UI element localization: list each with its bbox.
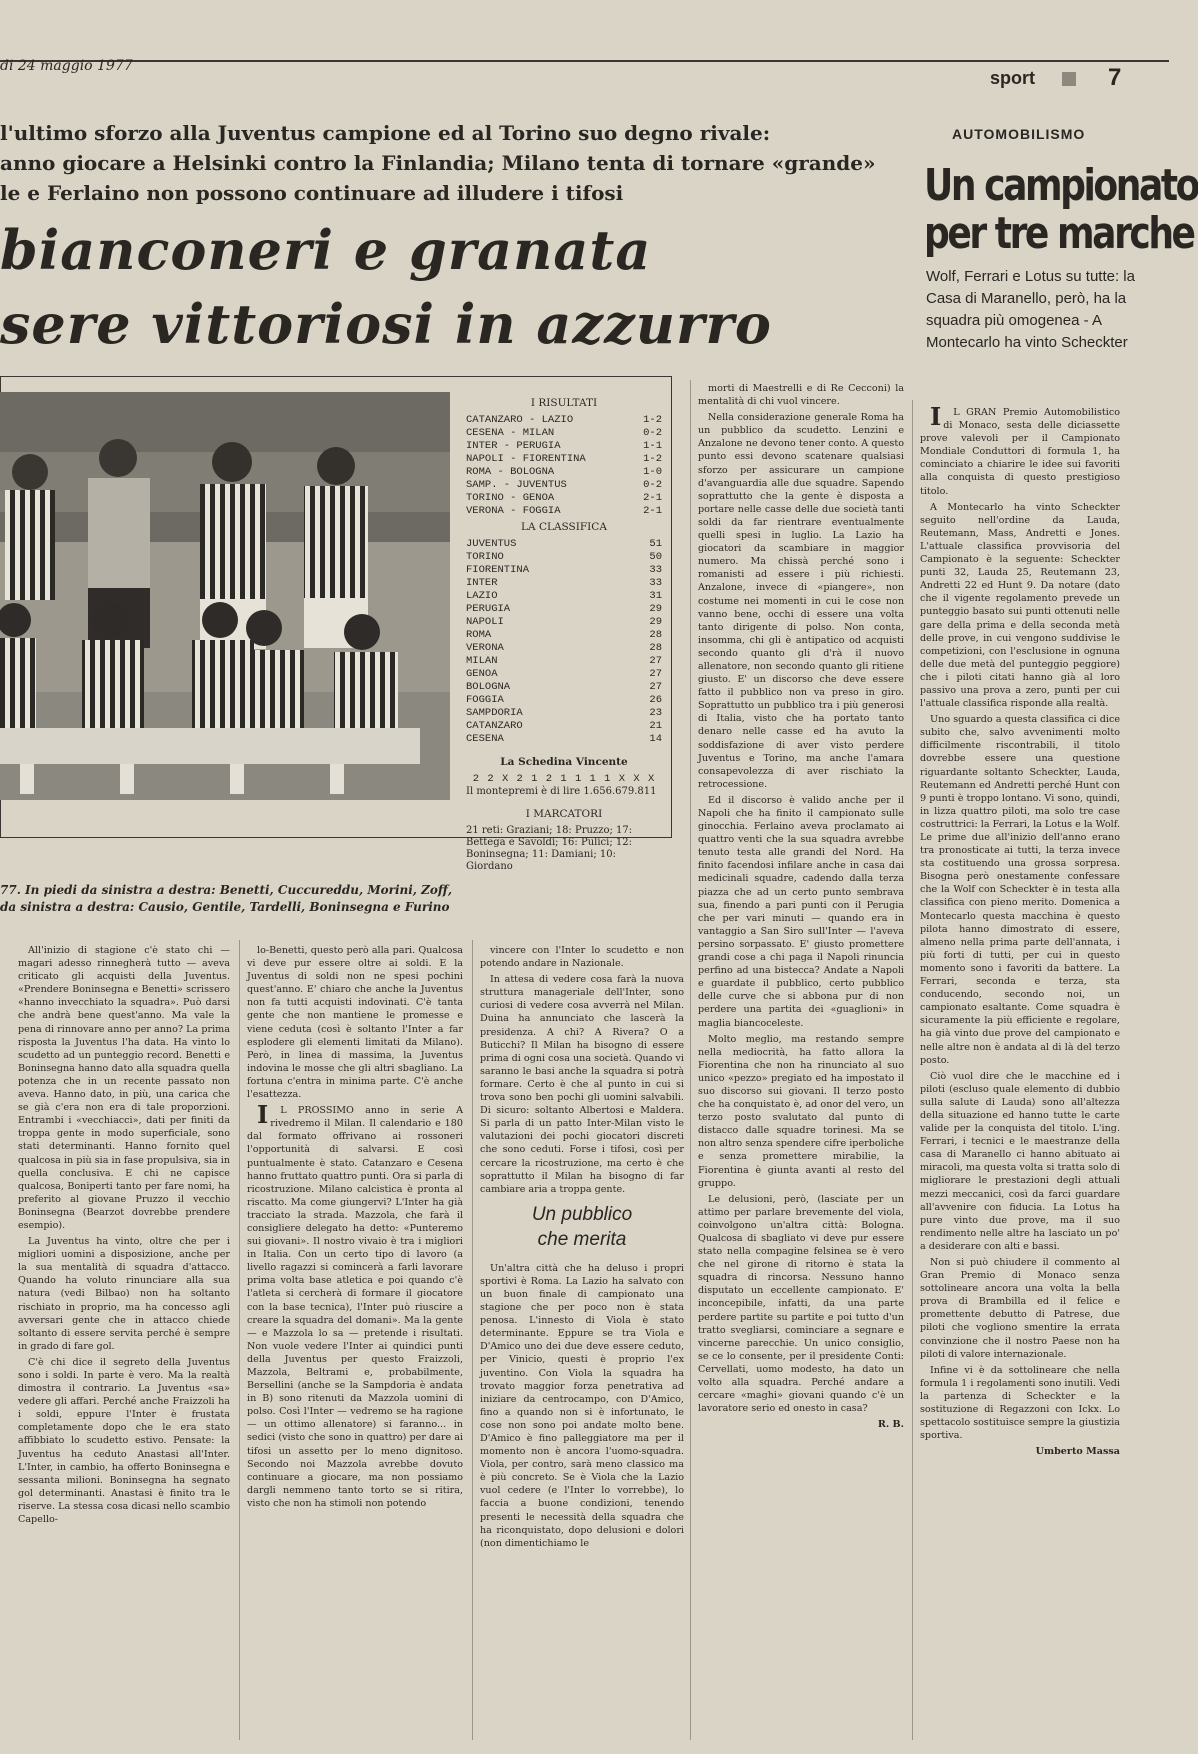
team-photo [0, 392, 450, 800]
paragraph: Molto meglio, ma restando sempre nella mediocrità, ha fatto allora la Fiorentina che non ha rinunciato al suo unico «pezzo» pregiato ed ha impostato il suo discorso sui giovani. Il terzo posto che ha conquistato è, ad onor del vero, un terzo posto svalutato dal punto di distacco dalle squadre torinesi. Ma se non altro senza spendere cifre iperboliche e senza promettere mirabilie, la Fiorentina è giunta avanti al resto del gruppo. [698, 1033, 904, 1189]
paragraph: vincere con l'Inter lo scudetto e non potendo andare in Nazionale. [480, 945, 684, 970]
results-title: I RISULTATI [530, 397, 598, 409]
row-value: 21 [649, 720, 662, 732]
auto-headline-line-1: Un campionato [924, 160, 1198, 211]
kicker-line-3: le e Ferlaino non possono continuare ad illudere i tifosi [0, 181, 624, 205]
row-value: 14 [649, 733, 662, 745]
paragraph: Non si può chiudere il commento al Gran Premio di Monaco senza sottolineare ancora una volta la bella prova di Brambilla ed il felice e promettente debutto di Patrese, due piloti che vogliono smentire la errata convinzione che il nostro Paese non ha piloti di valore internazionale. [920, 1257, 1120, 1360]
page-number: 7 [1108, 64, 1122, 91]
paragraph: Ed il discorso è valido anche per il Napoli che ha finito il campionato sulle ginocchia. Ferlaino aveva proclamato ai quattro venti che la sua squadra avrebbe tenuto testa alle grandi del Nord. Ha finito facendosi infilare anche in casa dai medicinali squadre, cadendo dalla terza piazza che ad un certo punto sembrava sua, finendo a pari punti con il Perugia che per vari minuti — quando era in vantaggio a San Siro sull'Inter — l'aveva persino sorpassato. E' giusto promettere grandi cose a chi paga il Napoli rinuncia perfino ad una bistecca? Andate a Napoli e guardate il pubblico, certo pubblico delle curve che si abbona pur di non perdere una partita dei «guaglioni» in maglia biancoceleste. [698, 794, 904, 1029]
row-value: 27 [649, 655, 662, 667]
row-label: SAMP. - JUVENTUS [466, 479, 567, 491]
column-divider [472, 940, 473, 1740]
row-value: 33 [649, 577, 662, 589]
paragraph: Uno sguardo a questa classifica ci dice subito che, salvo avvenimenti molto difficilmente riscontrabili, il titolo dovrebbe essere una questione riguardante soltanto Scheckter, Lauda, Reutemann ed Andretti perché Hunt con 9 punti è troppo lontano. Vi sono, quindi, in lizza quattro piloti, ma solo tre case costruttrici: la Ferrari, la Lotus e la Wolf. Le prime due all'inizio dell'anno erano tra pronosticate ai tutti, la terza invece sta costituendo una grossa sorpresa. Bisogna però onestamente confessare che la Wolf con Scheckter è in testa alla classifica con pieno merito. Domenica a Montecarlo questa macchina è questo pilota hanno dimostrato di essere, almeno nella prima parte dell'annata, i più forti di tutti, per cui in questo momento sono i favoriti da battere. La Ferrari, seconda e terza, sta conducendo, secondo noi, un campionato esaltante. Come squadra è sicuramente la più efficiente e regolare, ha già vinto due prove del campionato e nelle altre non è andata al di là del terzo posto. [920, 714, 1120, 1066]
row-value: 2-1 [643, 505, 662, 517]
table-row [466, 629, 662, 642]
table-row [466, 707, 662, 720]
scorers-title: I MARCATORI [525, 808, 603, 820]
table-row [466, 603, 662, 616]
masthead-rule [0, 60, 1169, 62]
auto-signature: Umberto Massa [1035, 1446, 1120, 1458]
row-label: NAPOLI [466, 616, 504, 628]
table-row [466, 440, 662, 453]
table-row [466, 414, 662, 427]
section-subhead [480, 1202, 684, 1252]
column-divider [912, 400, 913, 1740]
row-label: TORINO [466, 551, 504, 563]
row-value: 27 [649, 668, 662, 680]
row-value: 23 [649, 707, 662, 719]
table-row [466, 466, 662, 479]
article-column-2 [247, 944, 463, 1740]
kicker-line-1: l'ultimo sforzo alla Juventus campione ed al Torino suo degno rivale: [0, 121, 771, 145]
row-value: 2-1 [643, 492, 662, 504]
row-label: CATANZARO [466, 720, 523, 732]
row-value: 28 [649, 629, 662, 641]
article-column-4 [698, 382, 904, 1740]
row-value: 26 [649, 694, 662, 706]
row-label: MILAN [466, 655, 498, 667]
paragraph: Ciò vuol dire che le macchine ed i piloti (escluso quale elemento di dubbio sulla salute di Lauda) sono all'altezza della situazione ed hanno tutte le carte valide per la conquista del titolo. L'ing. Ferrari, i tecnici e le maestranze della casa di Maranello ci hanno abituato ai miracoli, ma questa volta si tratta solo di migliorare le prestazioni degli attuali mezzi meccanici, così da farci guardare all'avvenire con fiducia. La Lotus ha pure vinto due prove, ma il suo rendimento nelle altre ha lasciato un po' a desiderare con alti e bassi. [920, 1070, 1120, 1252]
auto-column [920, 402, 1120, 1740]
subhead-line-1: Un pubblico [531, 1203, 633, 1225]
table-row [466, 668, 662, 681]
table-row [466, 642, 662, 655]
row-value: 50 [649, 551, 662, 563]
table-row [466, 733, 662, 746]
column-divider [690, 380, 691, 1740]
section-square-icon [1062, 72, 1076, 86]
paragraph: In attesa di vedere cosa farà la nuova struttura manageriale dell'Inter, sono curiosi di vedere cosa avverrà nel Milan. Duina ha annunciato che lascerà la presidenza. A chi? A Rivera? O a Buticchi? Il Milan ha bisogno di essere prima di ogni cosa una società. Quando vi saranno le basi anche la squadra si potrà formare. Certo è che al punto in cui si trova sono ben pochi gli uomini salvabili. Di sicuro: soltanto Albertosi e Maldera. Si parla di un patto Inter-Milan visto le valutazioni dei pochi giocatori discreti che sono ceduti. Forse i tifosi, così per cercare la ricostruzione, ma certo è che soprattutto il Milan ha bisogno di far cambiare aria a troppa gente. [480, 974, 684, 1195]
row-label: FOGGIA [466, 694, 504, 706]
row-label: NAPOLI - FIORENTINA [466, 453, 586, 465]
table-row [466, 590, 662, 603]
row-value: 1-2 [643, 414, 662, 426]
team-photo-image [0, 392, 450, 800]
row-label: INTER [466, 577, 498, 589]
table-row [466, 479, 662, 492]
table-row [466, 505, 662, 518]
row-label: PERUGIA [466, 603, 511, 615]
results-panel [466, 394, 662, 873]
scorers-text: 21 reti: Graziani; 18: Pruzzo; 17: Bettega e Savoldi; 16: Pulici; 12: Boninsegna; 11: Damiani; 10: Giordano [466, 825, 633, 872]
photo-caption-line-2: da sinistra a destra: Causio, Gentile, Tardelli, Boninsegna e Furino [0, 900, 450, 914]
row-value: 29 [649, 603, 662, 615]
row-label: FIORENTINA [466, 564, 530, 576]
paragraph: lo-Benetti, questo però alla pari. Qualcosa vi deve pur essere oltre ai soldi. E la Juventus di soldi non ne spesi pochini quest'anno. E' chiaro che anche la Juventus non fa tutti acquisti indovinati. C'è tanta gente che non mantiene le promesse e viene ceduta (così è soltanto l'Inter a far esplodere gli elementi limitati da Milano). Però, in linea di massima, la Juventus indovina le mosse che gli altri sbagliano. La fortuna c'entra in minima parte. C'è anche l'esattezza. [247, 945, 463, 1101]
row-label: GENOA [466, 668, 498, 680]
row-value: 31 [649, 590, 662, 602]
schedina-note: Il montepremi è di lire 1.656.679.811 [466, 786, 657, 797]
schedina-code: 2 2 X 2 1 2 1 1 1 1 X X X [472, 773, 656, 785]
auto-subhead: Wolf, Ferrari e Lotus su tutte: la Casa di Maranello, però, ha la squadra più omogenea - A Montecarlo ha vinto Scheckter [926, 268, 1135, 351]
table-row [466, 720, 662, 733]
section-name: sport [990, 68, 1035, 88]
row-label: JUVENTUS [466, 538, 517, 550]
row-label: CESENA - MILAN [466, 427, 555, 439]
table-row [466, 538, 662, 551]
article-signature: R. B. [877, 1419, 904, 1431]
table-row [466, 655, 662, 668]
row-label: BOLOGNA [466, 681, 511, 693]
headline-line-1: bianconeri e granata [0, 218, 652, 282]
table-row [466, 616, 662, 629]
table-row [466, 694, 662, 707]
auto-headline-line-2: per tre marche [924, 208, 1194, 259]
row-value: 0-2 [643, 479, 662, 491]
row-value: 0-2 [643, 427, 662, 439]
dateline: di 24 maggio 1977 [0, 58, 133, 74]
table-row [466, 681, 662, 694]
photo-caption-line-1: 77. In piedi da sinistra a destra: Benetti, Cuccureddu, Morini, Zoff, [0, 883, 453, 897]
paragraph: A Montecarlo ha vinto Scheckter seguito nell'ordine da Lauda, Reutemann, Mass, Andretti e Jones. L'attuale classifica provvisoria del Campionato è la seguente: Scheckter punti 32, Lauda 25, Reutemann 23, Andretti 22 ed Hunt 9. Da notare (dato che il vigente regolamento prevede un punteggio basato sui punti ottenuti nelle gare della prima e della seconda metà delle prove, in cui vengono suddivise le competizioni, con l'esclusione in ognuna delle due metà del punteggio peggiore) che i piloti citati hanno già al loro passivo una prova a zero, punti per cui l'attuale classifica risponde alla realtà. [920, 501, 1120, 710]
row-label: VERONA [466, 642, 504, 654]
paragraph: morti di Maestrelli e di Re Cecconi) la mentalità di chi vuol vincere. [698, 383, 904, 408]
row-value: 51 [649, 538, 662, 550]
column-divider [239, 940, 240, 1740]
row-value: 29 [649, 616, 662, 628]
row-label: CESENA [466, 733, 504, 745]
auto-section-label: AUTOMOBILISMO [952, 126, 1086, 142]
paragraph-dropcap: IL GRAN Premio Automobilistico di Monaco, sesta delle diciassette prove valevoli per il Campionato Mondiale Conduttori di formula 1, ha cominciato a chiarire le idee sui favoriti alla conquista di questo prestigioso titolo. [920, 402, 1120, 497]
photo-caption [0, 882, 670, 916]
row-label: INTER - PERUGIA [466, 440, 561, 452]
table-row [466, 564, 662, 577]
row-label: ROMA [466, 629, 492, 641]
table-row [466, 427, 662, 440]
row-label: SAMPDORIA [466, 707, 523, 719]
row-label: TORINO - GENOA [466, 492, 555, 504]
table-row [466, 551, 662, 564]
row-value: 1-1 [643, 440, 662, 452]
standings-list [466, 538, 662, 746]
row-label: ROMA - BOLOGNA [466, 466, 555, 478]
table-row [466, 453, 662, 466]
paragraph: C'è chi dice il segreto della Juventus sono i soldi. In parte è vero. Ma la realtà dimostra il contrario. La Juventus «sa» vedere gli affari. Perché anche Fraizzoli ha i soldi, eppure l'Inter è frustata completamente dopo che le era stato affibbiato lo scudetto estivo. Pensate: la Juventus ha ceduto Anastasi all'Inter. L'Inter, in cambio, ha offerto Boninsegna e sessanta milioni. Boninsegna ha segnato gol determinanti. Anastasi è finito tra le riserve. La stessa cosa dicasi nello scambio Capello- [18, 1356, 230, 1526]
row-value: 27 [649, 681, 662, 693]
headline-line-2: sere vittoriosi in azzurro [0, 292, 772, 356]
row-value: 33 [649, 564, 662, 576]
article-column-3 [480, 944, 684, 1740]
kicker-line-2: anno giocare a Helsinki contro la Finlandia; Milano tenta di tornare «grande» [0, 151, 876, 175]
paragraph: Infine vi è da sottolineare che nella formula 1 i regolamenti sono inutili. Vedi la partenza di Scheckter e la sostituzione di Regazzoni con Ickx. Lo spettacolo sostituisce sempre la giustizia sportiva. [920, 1364, 1120, 1442]
row-label: CATANZARO - LAZIO [466, 414, 574, 426]
row-value: 28 [649, 642, 662, 654]
results-list [466, 414, 662, 518]
row-label: VERONA - FOGGIA [466, 505, 561, 517]
row-label: LAZIO [466, 590, 498, 602]
table-row [466, 492, 662, 505]
paragraph: Nella considerazione generale Roma ha un pubblico da scudetto. Lenzini e Anzalone ne devono tener conto. A questo punto essi devono scatenare qualsiasi sforzo per assicurare un campione d'avanguardia alle due squadre. Sapendo soprattutto che la gente è disposta a portare nelle casse delle due società tanti soldi da far rientrare eventualmente quelli spesi in luglio. La Lazio ha giocatori da scambiare in maggior numero. Ma chissà perché sono i romanisti ad essere i più richiesti. Anzalone, invece di «piangere», non costume nei momenti in cui le cose non vanno bene, occhi di essere una volta tanto dirigente di polso. Non conta, insomma, chi gli è antipatico od acquisti secondo quanto gli d'rà il nuovo allenatore, non secondo quanto gli ritiene giusto. E' un discorso che deve essere fatto il pubblico non va preso in giro. Soprattutto un pubblico tra i più generosi di Italia, visto che ha portato tanto denaro nelle casse ed ha avuto la soddisfazione di aver visto perdere Juventus e Torino, ma anche l'amara consapevolezza di aver rischiato la retrocessione. [698, 412, 904, 790]
row-value: 1-0 [643, 466, 662, 478]
paragraph: All'inizio di stagione c'è stato chi — magari adesso rinnegherà tutto — aveva criticato gli acquisti della Juventus. «Prendere Boninsegna e Benetti» scrissero «hanno invecchiato la squadra». Può darsi che andrà bene quest'anno. Ma vale la pena di rinnovare anno per anno? La prima risposta la Juventus l'ha data. Ha vinto lo scudetto ad un punteggio record. Benetti e Boninsegna hanno dato alla squadra quella potenza che in un recente passato non aveva. Hanno dato, in più, una carica che se già c'era non era di tale proporzioni. Entrambi i «vecchiacci», dati per finiti da troppa gente in modo superficiale, sono stati determinanti. Hanno fornito quel qualcosa in più sia in fase propulsiva, sia in quella conclusiva. E chi ne capisce qualcosa, Boniperti tanto per fare nomi, ha preferito al giovane Pruzzo il vecchio Boninsegna (Bearzot dovrebbe prendere esempio). [18, 945, 230, 1231]
row-value: 1-2 [643, 453, 662, 465]
subhead-line-2: che merita [537, 1228, 627, 1250]
table-row [466, 577, 662, 590]
schedina-title: La Schedina Vincente [500, 756, 628, 768]
article-column-1 [18, 944, 230, 1740]
standings-title: LA CLASSIFICA [521, 521, 607, 533]
paragraph: Un'altra città che ha deluso i propri sportivi è Roma. La Lazio ha salvato con un buon finale di campionato una stagione che per poco non è stata penosa. L'innesto di Viola è stato determinante. Eppure se tra Viola e D'Amico uno dei due deve essere ceduto, per Vinicio, questi è proprio l'ex juventino. Con Viola la squadra ha trovato maggior forza penetrativa ad iniziare da centrocampo, con D'Amico, fino a quando non si è infortunato, le cose non sono poi andate molto bene. D'Amico è fino palleggiatore ma per il momento non è ancora l'uomo-squadra. Viola, per contro, sarà meno classico ma è più concreto. Se è Viola che la Lazio vuol cedere (e l'Inter lo vorrebbe), lo faccia a buone condizioni, tenendo presenti le necessità della squadra che ha riconquistato, dopo delusioni e dolori (non dimentichiamo le [480, 1262, 684, 1549]
paragraph: Le delusioni, però, (lasciate per un attimo per parlare brevemente del viola, coinvolgono un'altra città: Bologna. Qualcosa di sbagliato vi deve pur essere stato nella compagine felsinea se è vero che nel girone di ritorno è stata la squadra di rincorsa. Nessuno hanno disputato un eccellente campionato. E' inconcepibile, infatti, da una parte perdere partite su partite e poi tutto d'un tratto svegliarsi, cominciare a segnare e vincerne parecchie. Un unico consiglio, se ce lo consente, per il presidente Conti: Cervellati, uomo modesto, ha dato un volto alla squadra. Perché andare a cercare «maghi» giovani quando c'è un lavoratore serio ed onesto in casa? [698, 1193, 904, 1415]
paragraph: La Juventus ha vinto, oltre che per i migliori uomini a disposizione, anche per la sua mentalità di squadra d'attacco. Quando ha voluto rinunciare alla sua natura (vedi Bilbao) non ha soltanto rischiato in proprio, ma ha concesso agli avversari gente che in attacco chiede soltanto di essere servita perché è sempre in grado di fare gol. [18, 1236, 230, 1352]
paragraph-dropcap: IL PROSSIMO anno in serie A rivedremo il Milan. Il calendario e 180 dal formato offrivano ai rossoneri l'opportunità di salvarsi. E così puntualmente è stato. Catanzaro e Cesena hanno fruttato quattro punti. Ora si parla di ricostruzione. Milano calcistica è pronta al riscatto. Ma come giungervi? L'Inter ha già tracciato la strada. Mazzola, che farà il consigliere delegato ha detto: «Punteremo sui giovani». Il nostro vivaio è tra i migliori in Italia. Con un certo tipo di lavoro (a livello ragazzi si comincerà a farli lavorare prima volta base atletica e poi quando c'è l'atleta si cercherà di formare il giocatore con la base tecnica), l'Inter può riuscire a creare la squadra del domani». Ma la gente — e Mazzola lo sa — pretende i risultati. Non vuole vedere l'Inter ai quindici punti della Juventus per questo Fraizzoli, Mazzola, Beltrami e, probabilmente, Bersellini (anche se la Sampdoria è andata in B) sono ritenuti da Mazzola uomini di polso. Così l'Inter — vedremo se ha ragione — un ottimo allenatore) si faranno... in sedici (visto che sono in quattro) per dare ai tifosi un assetto per lo meno dignitoso. Secondo noi Mazzola avrebbe dovuto continuare a giocare, ma non possiamo dargli nemmeno tanto torto se si ritira, visto che non ha stimoli non potendo [247, 1100, 463, 1509]
